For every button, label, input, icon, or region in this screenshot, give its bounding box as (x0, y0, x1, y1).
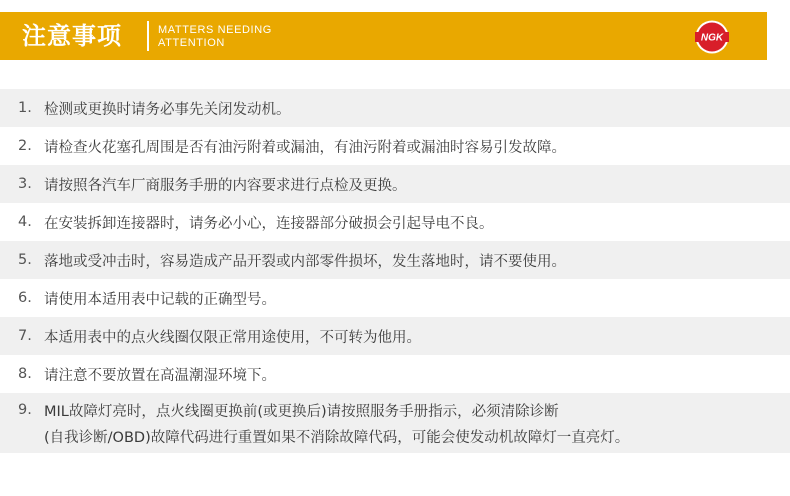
list-item (0, 127, 790, 165)
title-divider (147, 21, 149, 51)
page-title: 注意事项 (22, 22, 122, 50)
item-text-continued: (自我诊断/OBD)故障代码进行重置如果不消除故障代码，可能会使发动机故障灯一直亮灯。 (44, 429, 630, 446)
subtitle-line-2: ATTENTION (158, 37, 225, 49)
item-line-1 (0, 397, 559, 423)
item-number: 7. (18, 328, 32, 344)
item-number: 9. (18, 402, 32, 418)
item-number: 4. (18, 214, 32, 230)
logo-text: NGK (700, 32, 724, 44)
item-number: 8. (18, 366, 32, 382)
subtitle-line-1: MATTERS NEEDING (158, 24, 272, 36)
item-text: MIL故障灯亮时，点火线圈更换前(或更换后)请按照服务手册指示，必须清除诊断 (44, 403, 559, 420)
list-item (0, 393, 790, 453)
item-text: 请使用本适用表中记载的正确型号。 (44, 291, 276, 308)
list-item (0, 279, 790, 317)
ngk-logo (694, 19, 730, 55)
item-number: 2. (18, 138, 32, 154)
item-text: 请检查火花塞孔周围是否有油污附着或漏油，有油污附着或漏油时容易引发故障。 (44, 139, 566, 156)
item-text: 请注意不要放置在高温潮湿环境下。 (44, 367, 276, 384)
item-text: 在安装拆卸连接器时，请务必小心，连接器部分破损会引起导电不良。 (44, 215, 494, 232)
notice-list (0, 89, 790, 453)
item-text: 请按照各汽车厂商服务手册的内容要求进行点检及更换。 (44, 177, 407, 194)
list-item (0, 165, 790, 203)
item-number: 1. (18, 100, 32, 116)
page-subtitle (158, 24, 272, 50)
list-item (0, 89, 790, 127)
item-number: 5. (18, 252, 32, 268)
item-text: 检测或更换时请务必事先关闭发动机。 (44, 101, 291, 118)
list-item (0, 241, 790, 279)
list-item (0, 203, 790, 241)
item-number: 6. (18, 290, 32, 306)
item-text: 本适用表中的点火线圈仅限正常用途使用，不可转为他用。 (44, 329, 421, 346)
header-banner (0, 12, 767, 60)
list-item (0, 317, 790, 355)
item-number: 3. (18, 176, 32, 192)
item-text: 落地或受冲击时，容易造成产品开裂或内部零件损坏，发生落地时，请不要使用。 (44, 253, 566, 270)
item-line-2 (0, 423, 629, 449)
list-item (0, 355, 790, 393)
